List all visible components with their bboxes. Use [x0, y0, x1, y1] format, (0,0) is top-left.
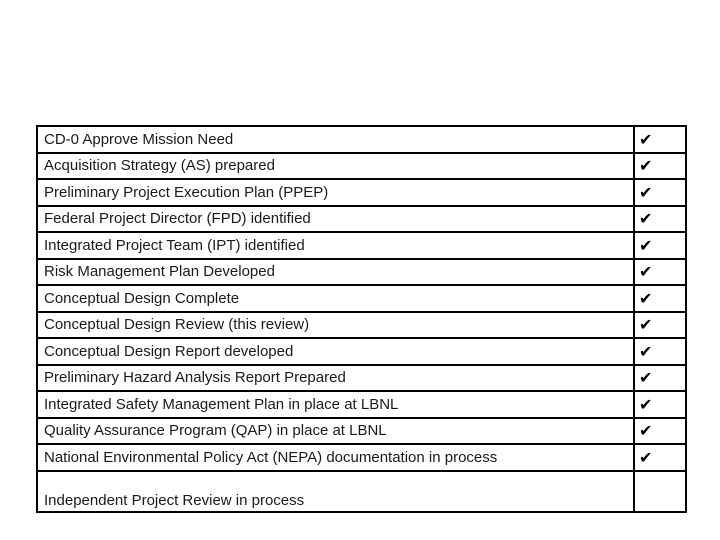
checklist-status-cell [634, 285, 686, 312]
checklist-row [37, 179, 686, 206]
checkmark-icon: ✔ [639, 288, 653, 308]
checklist-status-cell [634, 338, 686, 365]
checklist-row [37, 206, 686, 233]
checkmark-icon: ✔ [639, 209, 653, 229]
checklist-item-label: Risk Management Plan Developed [37, 259, 634, 286]
checklist-status-cell [634, 391, 686, 418]
checklist-item-label: Quality Assurance Program (QAP) in place at LBNL [37, 418, 634, 445]
checklist-status-cell [634, 444, 686, 471]
checklist-status-cell [634, 206, 686, 233]
checkmark-icon: ✔ [639, 447, 653, 467]
checkmark-icon: ✔ [639, 368, 653, 388]
checklist-row [37, 312, 686, 339]
checklist-body [37, 126, 686, 512]
checklist-status-cell [634, 153, 686, 180]
checklist-item-label: Integrated Project Team (IPT) identified [37, 232, 634, 259]
checklist-status-cell [634, 312, 686, 339]
checklist-status-cell [634, 232, 686, 259]
checklist-item-label: Independent Project Review in process [37, 471, 634, 512]
checkmark-icon: ✔ [639, 315, 653, 335]
checklist-item-label: Conceptual Design Report developed [37, 338, 634, 365]
checkmark-icon: ✔ [639, 262, 653, 282]
checkmark-icon: ✔ [639, 394, 653, 414]
checklist-status-cell [634, 179, 686, 206]
checklist-status-cell [634, 418, 686, 445]
checklist-status-cell [634, 126, 686, 153]
checklist-item-label: Acquisition Strategy (AS) prepared [37, 153, 634, 180]
checklist-item-label: Conceptual Design Complete [37, 285, 634, 312]
checkmark-icon: ✔ [639, 341, 653, 361]
checklist-item-label: Preliminary Project Execution Plan (PPEP) [37, 179, 634, 206]
checkmark-icon: ✔ [639, 421, 653, 441]
checklist-table [36, 125, 687, 513]
checklist-item-label: Preliminary Hazard Analysis Report Prepared [37, 365, 634, 392]
checklist-status-cell [634, 259, 686, 286]
checkmark-icon: ✔ [639, 235, 653, 255]
checklist-item-label: Federal Project Director (FPD) identified [37, 206, 634, 233]
checklist-row [37, 471, 686, 512]
checklist-row [37, 338, 686, 365]
checklist-status-cell [634, 365, 686, 392]
checklist-row [37, 153, 686, 180]
checklist-status-cell [634, 471, 686, 512]
checklist-row [37, 259, 686, 286]
checklist-row [37, 391, 686, 418]
checkmark-icon: ✔ [639, 156, 653, 176]
checklist-item-label: Conceptual Design Review (this review) [37, 312, 634, 339]
checklist-row [37, 418, 686, 445]
checklist-row [37, 365, 686, 392]
checklist-row [37, 285, 686, 312]
checkmark-icon: ✔ [639, 129, 653, 149]
checklist-row [37, 126, 686, 153]
checklist-item-label: National Environmental Policy Act (NEPA) documentation in process [37, 444, 634, 471]
checklist-item-label: Integrated Safety Management Plan in place at LBNL [37, 391, 634, 418]
checklist-row [37, 232, 686, 259]
checklist-row [37, 444, 686, 471]
checklist-item-label: CD-0 Approve Mission Need [37, 126, 634, 153]
checkmark-icon: ✔ [639, 182, 653, 202]
